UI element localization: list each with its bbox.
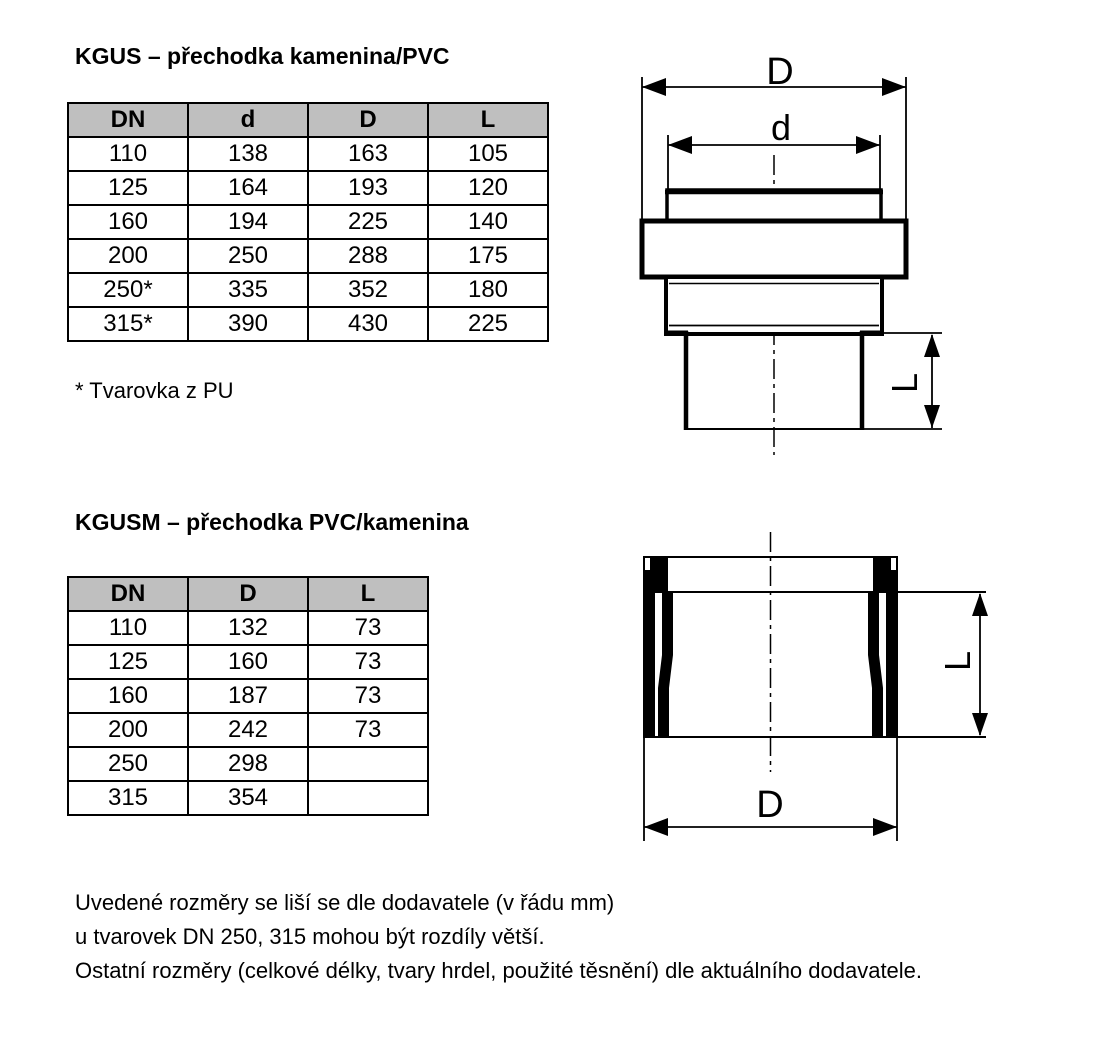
cell-l: 140 bbox=[428, 205, 548, 239]
cell-l bbox=[308, 747, 428, 781]
arrowhead-right-icon bbox=[882, 78, 906, 96]
cell-l: 120 bbox=[428, 171, 548, 205]
cell-d: 194 bbox=[188, 205, 308, 239]
kgusm-header-dn: DN bbox=[68, 577, 188, 611]
cell-dd: 298 bbox=[188, 747, 308, 781]
arrowhead-right-icon bbox=[873, 818, 897, 836]
label-d: d bbox=[770, 107, 792, 148]
cell-l: 175 bbox=[428, 239, 548, 273]
footer-line-3: Ostatní rozměry (celkové délky, tvary hrdel, použité těsnění) dle aktuálního dodavatele. bbox=[75, 958, 923, 983]
cell-dd: 225 bbox=[308, 205, 428, 239]
table-row bbox=[68, 781, 428, 815]
cell-d: 138 bbox=[188, 137, 308, 171]
kgusm-table bbox=[67, 576, 429, 816]
cell-dn: 250* bbox=[68, 273, 188, 307]
label-L: L bbox=[937, 650, 978, 672]
footer-line-1: Uvedené rozměry se liší se dle dodavatele (v řádu mm) bbox=[75, 890, 615, 915]
label-D: D bbox=[756, 784, 784, 826]
table-row bbox=[68, 307, 548, 341]
table-row bbox=[68, 205, 548, 239]
cell-dd: 132 bbox=[188, 611, 308, 645]
cell-dd: 163 bbox=[308, 137, 428, 171]
kgusm-header-l: L bbox=[308, 577, 428, 611]
table-row bbox=[68, 713, 428, 747]
table-row bbox=[68, 747, 428, 781]
kgus-header-row bbox=[68, 103, 548, 137]
cell-l: 225 bbox=[428, 307, 548, 341]
kgusm-section-title: KGUSM – přechodka PVC/kamenina bbox=[75, 509, 469, 535]
arrowhead-down-icon bbox=[924, 405, 940, 428]
arrowhead-down-icon bbox=[972, 713, 988, 736]
cell-dn: 160 bbox=[68, 205, 188, 239]
table-row bbox=[68, 679, 428, 713]
cell-dd: 193 bbox=[308, 171, 428, 205]
footer-notes bbox=[75, 886, 922, 988]
cell-l bbox=[308, 781, 428, 815]
table-row bbox=[68, 239, 548, 273]
cell-d: 335 bbox=[188, 273, 308, 307]
sleeve-outline bbox=[644, 557, 986, 737]
cell-d: 390 bbox=[188, 307, 308, 341]
arrowhead-left-icon bbox=[642, 78, 666, 96]
cell-dn: 125 bbox=[68, 645, 188, 679]
cell-dn: 315* bbox=[68, 307, 188, 341]
cell-dn: 160 bbox=[68, 679, 188, 713]
cell-dd: 352 bbox=[308, 273, 428, 307]
cell-d: 250 bbox=[188, 239, 308, 273]
cell-dn: 125 bbox=[68, 171, 188, 205]
kgusm-header-row bbox=[68, 577, 428, 611]
kgus-header-dn: DN bbox=[68, 103, 188, 137]
cell-l: 73 bbox=[308, 611, 428, 645]
label-L: L bbox=[884, 372, 925, 394]
cell-l: 73 bbox=[308, 713, 428, 747]
kgusm-diagram bbox=[625, 520, 1000, 845]
kgus-footnote: * Tvarovka z PU bbox=[75, 378, 234, 403]
arrowhead-left-icon bbox=[644, 818, 668, 836]
cell-l: 105 bbox=[428, 137, 548, 171]
table-row bbox=[68, 611, 428, 645]
arrowhead-up-icon bbox=[972, 593, 988, 616]
cell-dd: 430 bbox=[308, 307, 428, 341]
label-D: D bbox=[766, 51, 794, 93]
footer-line-2: u tvarovek DN 250, 315 mohou být rozdíly větší. bbox=[75, 924, 545, 949]
cell-dn: 250 bbox=[68, 747, 188, 781]
cell-dn: 110 bbox=[68, 137, 188, 171]
cell-dn: 315 bbox=[68, 781, 188, 815]
arrowhead-up-icon bbox=[924, 334, 940, 357]
kgus-header-d: d bbox=[188, 103, 308, 137]
cell-dd: 242 bbox=[188, 713, 308, 747]
cell-dn: 110 bbox=[68, 611, 188, 645]
table-row bbox=[68, 273, 548, 307]
table-row bbox=[68, 137, 548, 171]
cell-dd: 187 bbox=[188, 679, 308, 713]
cell-dn: 200 bbox=[68, 239, 188, 273]
cell-l: 180 bbox=[428, 273, 548, 307]
kgus-section-title: KGUS – přechodka kamenina/PVC bbox=[75, 43, 450, 69]
cell-dd: 288 bbox=[308, 239, 428, 273]
table-row bbox=[68, 171, 548, 205]
kgus-header-l: L bbox=[428, 103, 548, 137]
table-row bbox=[68, 645, 428, 679]
cell-l: 73 bbox=[308, 645, 428, 679]
cell-d: 164 bbox=[188, 171, 308, 205]
cell-dd: 160 bbox=[188, 645, 308, 679]
kgusm-header-dd: D bbox=[188, 577, 308, 611]
arrowhead-left-icon bbox=[668, 136, 692, 154]
kgus-header-dd: D bbox=[308, 103, 428, 137]
cell-dn: 200 bbox=[68, 713, 188, 747]
kgus-table bbox=[67, 102, 549, 342]
cell-l: 73 bbox=[308, 679, 428, 713]
arrowhead-right-icon bbox=[856, 136, 880, 154]
kgus-diagram bbox=[630, 45, 950, 460]
cell-dd: 354 bbox=[188, 781, 308, 815]
